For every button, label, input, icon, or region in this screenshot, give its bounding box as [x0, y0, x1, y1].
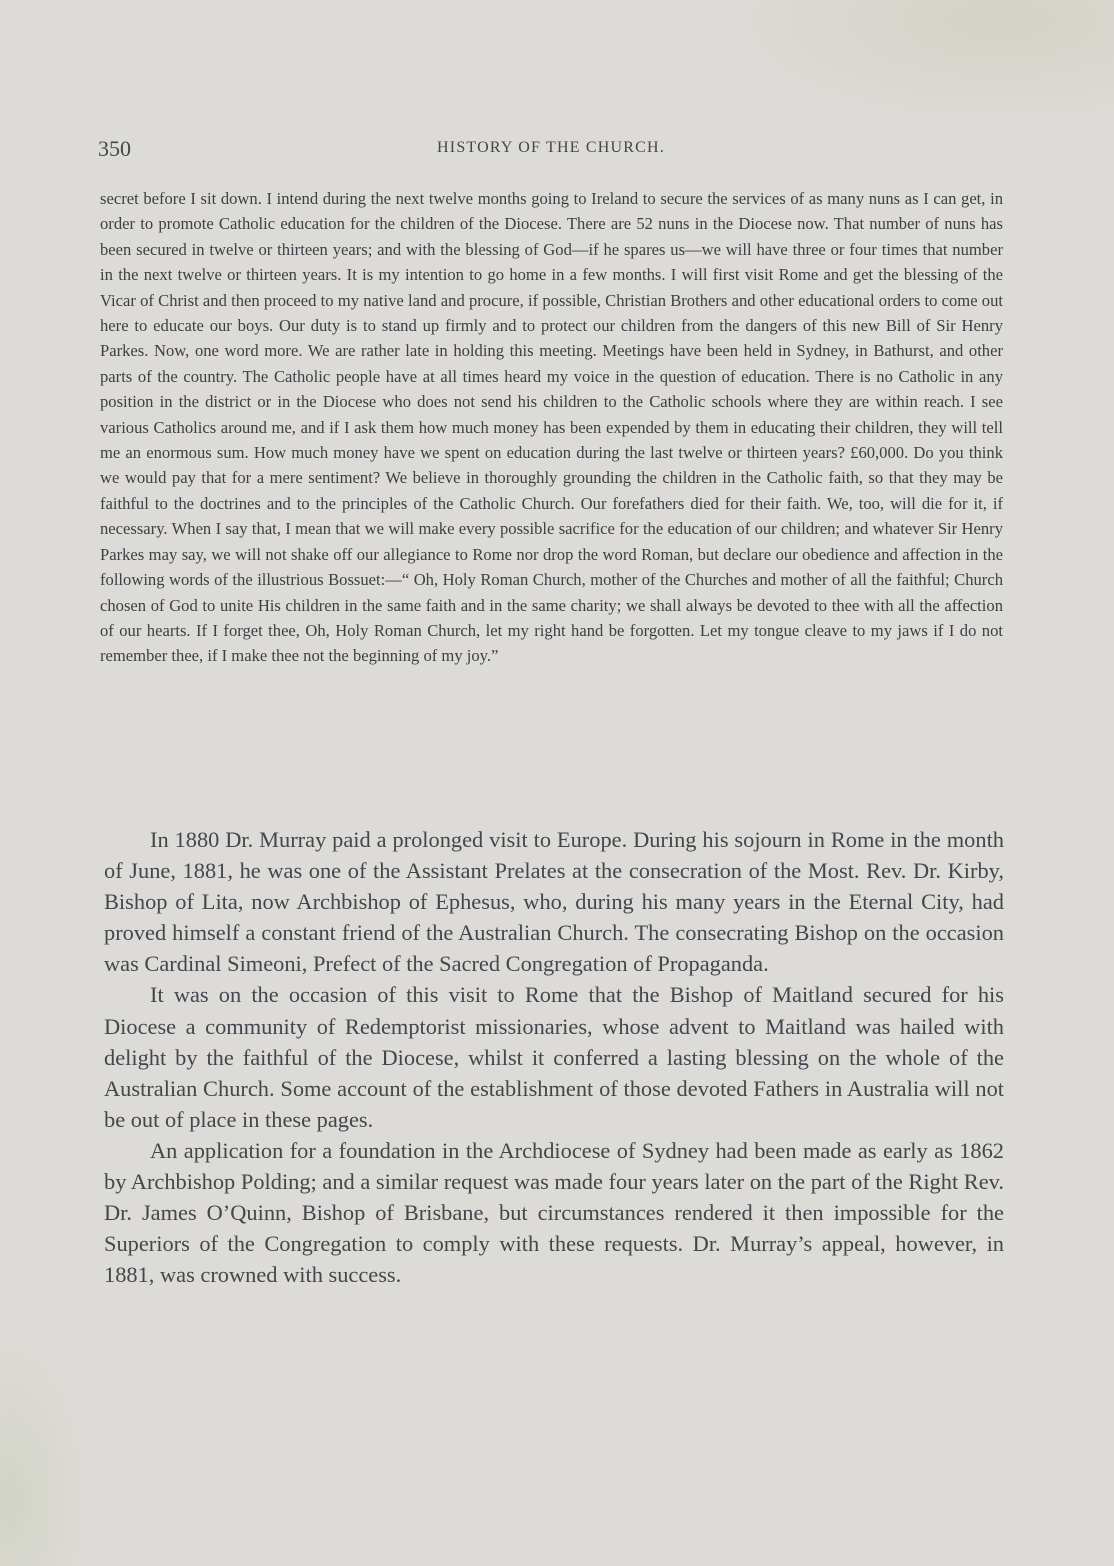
- page-number: 350: [98, 136, 131, 161]
- quoted-speech-block: secret before I sit down. I intend during the next twelve months going to Ireland to secure the services of as many nuns as I can get, in order to promote Catholic education for the children of the Diocese. There are 52 nuns in the Diocese now. That number of nuns has been secured in twelve or thirteen years; and with the blessing of God—if he spares us—we will have three or four times that number in the next twelve or thirteen years. It is my intention to go home in a few months. I will first visit Rome and get the blessing of the Vicar of Christ and then proceed to my native land and procure, if possible, Christian Brothers and other educational orders to come out here to educate our boys. Our duty is to stand up firmly and to protect our children from the dangers of this new Bill of Sir Henry Parkes. Now, one word more. We are rather late in holding this meeting. Meetings have been held in Sydney, in Bathurst, and other parts of the country. The Catholic people have at all times heard my voice in the question of education. There is no Catholic in any position in the district or in the Diocese who does not send his children to the Catholic schools where they are within reach. I see various Catholics around me, and if I ask them how much money has been expended by them in educating their children, they will tell me an enormous sum. How much money have we spent on education during the last twelve or thirteen years? £60,000. Do you think we would pay that for a mere sentiment? We believe in thoroughly grounding the children in the Catholic faith, so that they may be faithful to the doctrines and to the principles of the Catholic Church. Our forefathers died for their faith. We, too, will die for it, if necessary. When I say that, I mean that we will make every possible sacrifice for the education of our children; and whatever Sir Henry Parkes may say, we will not shake off our allegiance to Rome nor drop the word Roman, but declare our obedience and affection in the following words of the illustrious Bossuet:—“ Oh, Holy Roman Church, mother of the Churches and mother of all the faithful; Church chosen of God to unite His children in the same faith and in the same charity; we shall always be devoted to thee with all the affection of our hearts. If I forget thee, Oh, Holy Roman Church, let my right hand be forgotten. Let my tongue cleave to my jaws if I do not remember thee, if I make thee not the beginning of my joy.”: [100, 189, 1003, 666]
- body-text: [104, 824, 1004, 1290]
- paragraph-redemptorist-missionaries: It was on the occasion of this visit to Rome that the Bishop of Maitland secured for his Diocese a community of Redemptorist missionaries, whose advent to Maitland was hailed with delight by the faithful of the Diocese, whilst it conferred a lasting blessing on the whole of the Australian Church. Some account of the establishment of those devoted Fathers in Australia will not be out of place in these pages.: [104, 982, 1004, 1132]
- paragraph-visit-to-europe: In 1880 Dr. Murray paid a prolonged visit to Europe. During his sojourn in Rome in the month of June, 1881, he was one of the Assistant Prelates at the consecration of the Most. Rev. Dr. Kirby, Bishop of Lita, now Archbishop of Ephesus, who, during his many years in the Eternal City, had proved himself a constant friend of the Australian Church. The consecrating Bishop on the occasion was Cardinal Simeoni, Prefect of the Sacred Congregation of Propaganda.: [104, 827, 1004, 977]
- page-header: [98, 136, 1004, 164]
- running-title: HISTORY OF THE CHURCH.: [437, 139, 665, 156]
- paragraph-foundation-application: An application for a foundation in the Archdiocese of Sydney had been made as early as 1862 by Archbishop Polding; and a similar request was made four years later on the part of the Right Rev. Dr. James O’Quinn, Bishop of Brisbane, but circumstances rendered it then impossible for the Superiors of the Congregation to comply with these requests. Dr. Murray’s appeal, however, in 1881, was crowned with success.: [104, 1137, 1004, 1288]
